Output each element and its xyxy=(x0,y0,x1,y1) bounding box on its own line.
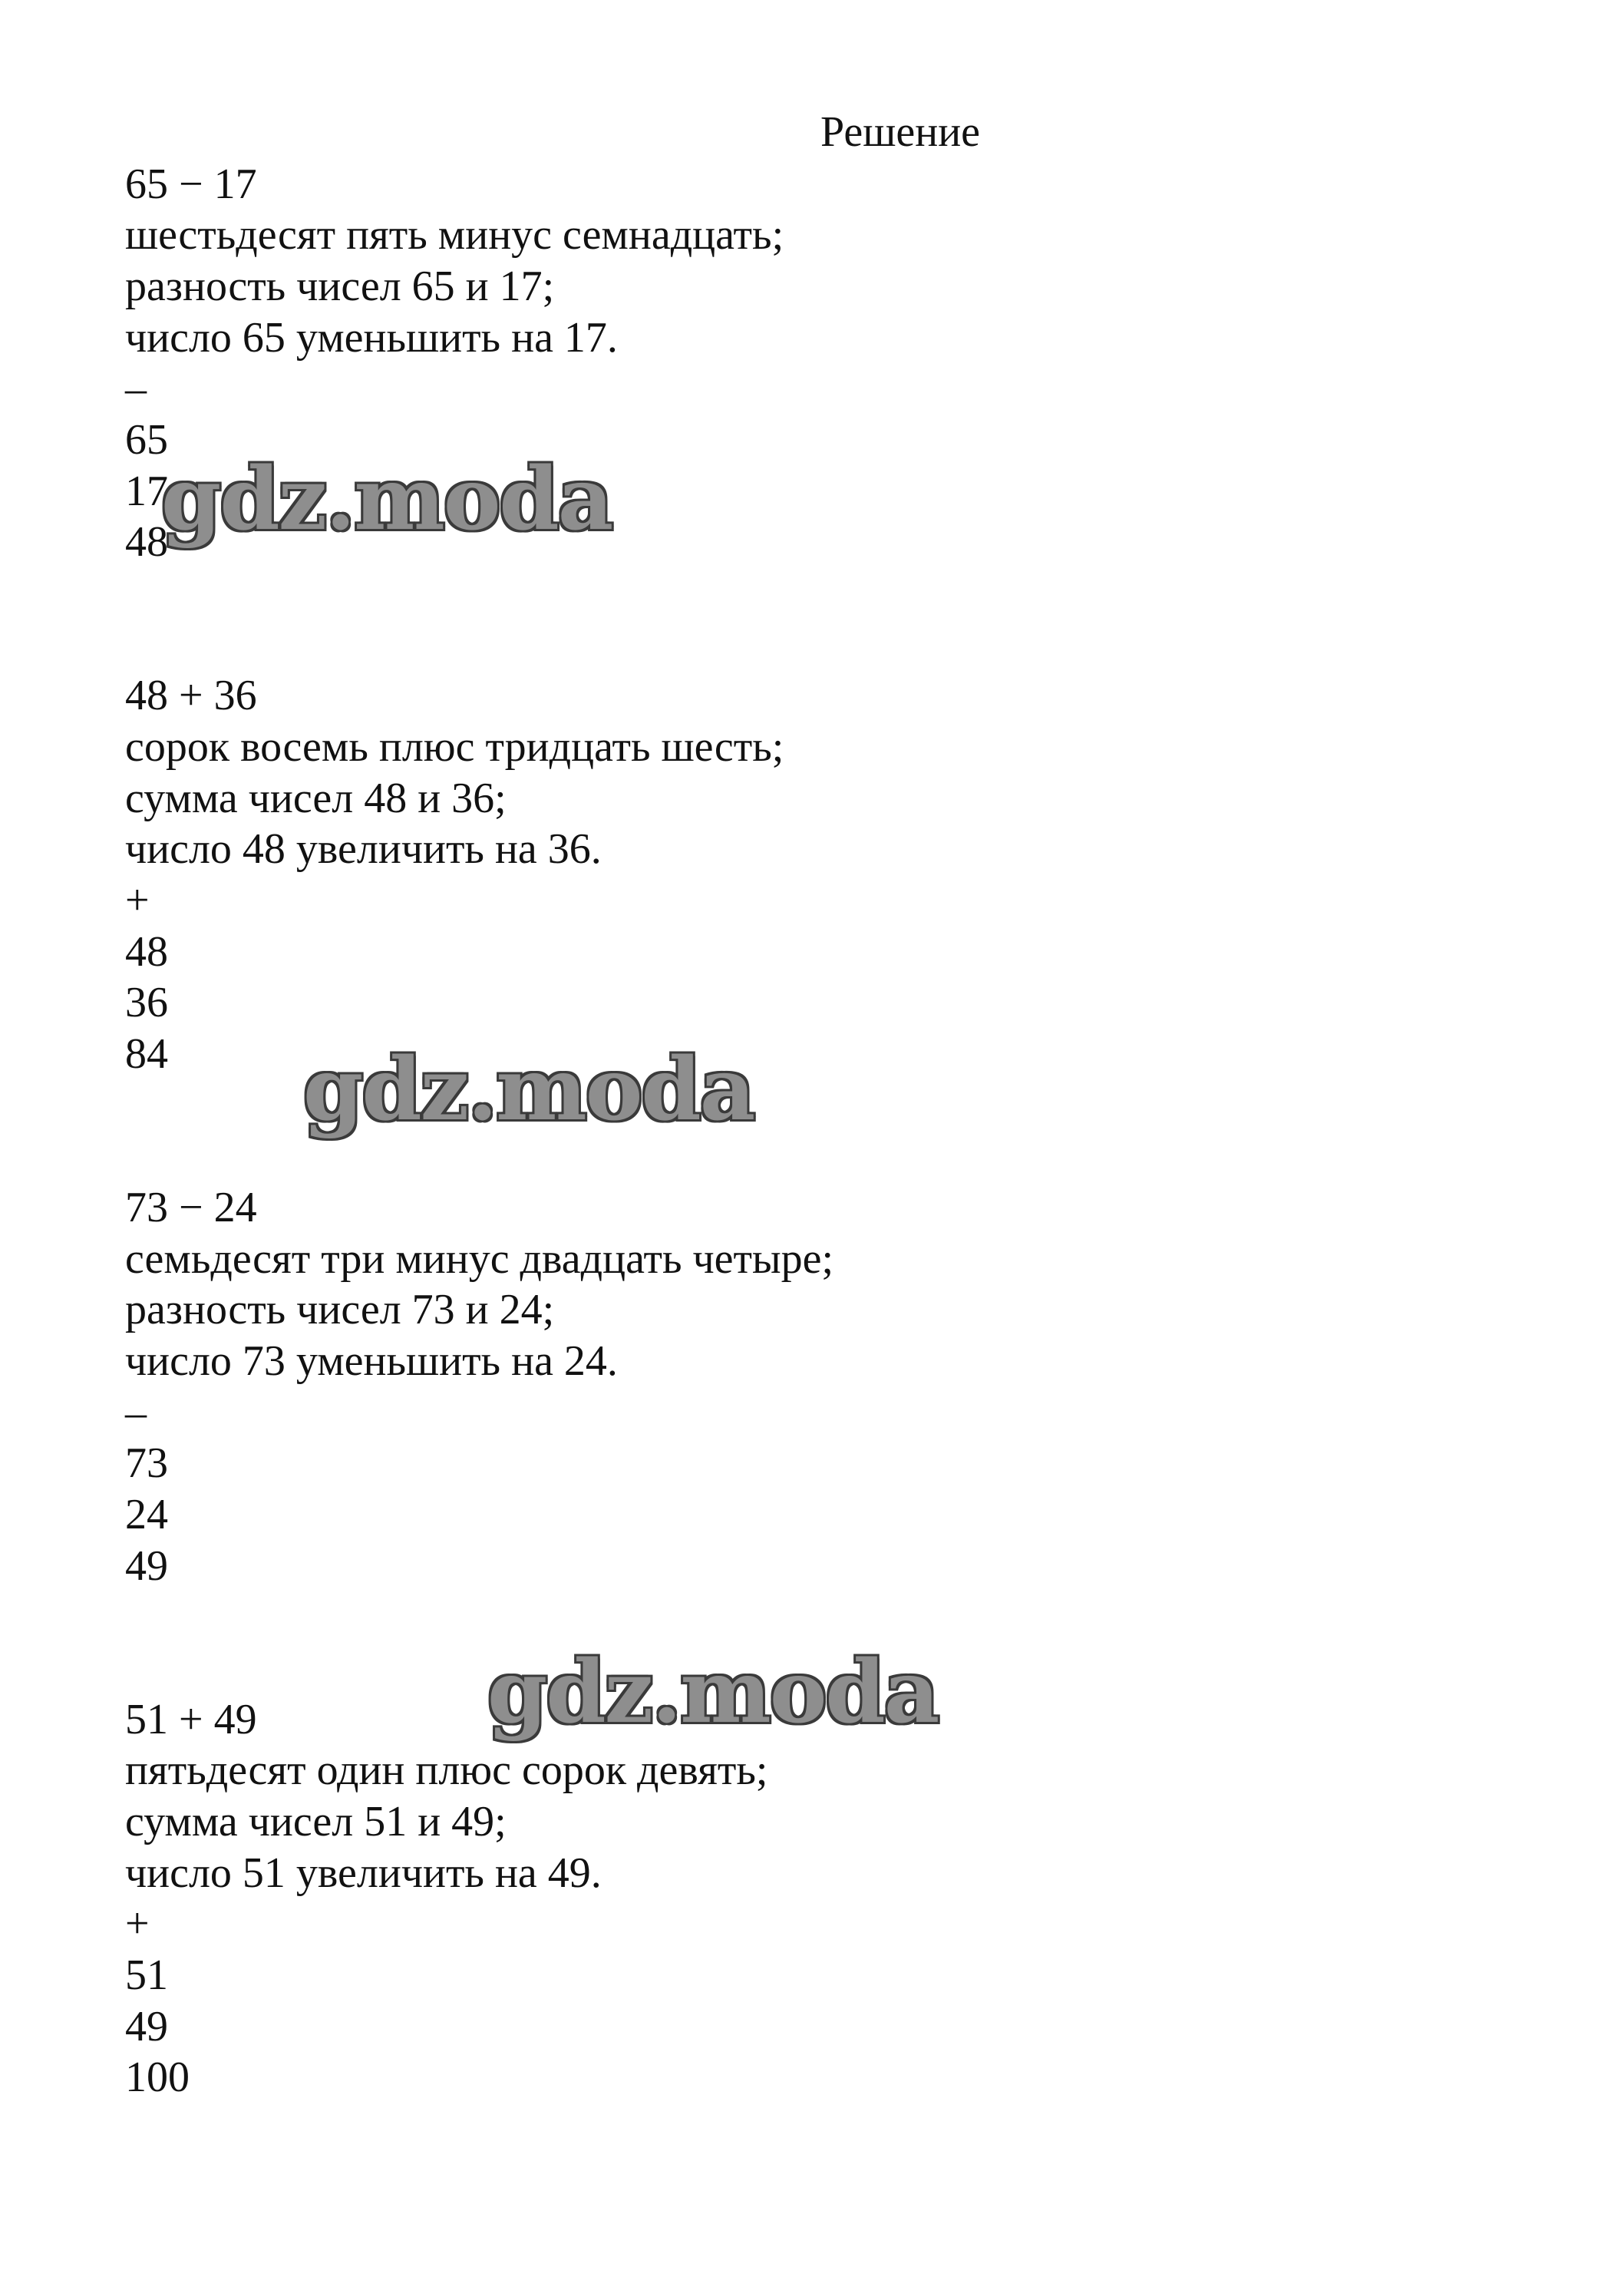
operand: 17 xyxy=(125,468,168,515)
text-line: число 65 уменьшить на 17. xyxy=(125,314,618,362)
watermark: gdz.moda xyxy=(303,1039,754,1140)
operand: 65 xyxy=(125,416,168,464)
text-line: шестьдесят пять минус семнадцать; xyxy=(125,211,784,259)
expression: 73 − 24 xyxy=(125,1184,257,1231)
operand: 73 xyxy=(125,1439,168,1487)
text-line: сумма чисел 51 и 49; xyxy=(125,1798,507,1845)
text-line: разность чисел 65 и 17; xyxy=(125,263,555,310)
text-line: пятьдесят один плюс сорок девять; xyxy=(125,1746,768,1794)
result: 48 xyxy=(125,518,168,566)
expression: 48 + 36 xyxy=(125,672,257,719)
operand: 51 xyxy=(125,1951,168,1999)
watermark: gdz.moda xyxy=(487,1642,939,1743)
operation-sign: + xyxy=(125,1900,150,1948)
text-line: число 51 увеличить на 49. xyxy=(125,1849,602,1897)
text-line: сорок восемь плюс тридцать шесть; xyxy=(125,723,784,771)
expression: 51 + 49 xyxy=(125,1696,257,1743)
operand: 24 xyxy=(125,1491,168,1538)
text-line: семьдесят три минус двадцать четыре; xyxy=(125,1235,834,1283)
result: 49 xyxy=(125,1542,168,1590)
result: 100 xyxy=(125,2054,190,2101)
operand: 48 xyxy=(125,928,168,976)
text-line: разность чисел 73 и 24; xyxy=(125,1286,555,1333)
expression: 65 − 17 xyxy=(125,160,257,208)
operand: 36 xyxy=(125,979,168,1026)
page-title: Решение xyxy=(820,108,981,156)
operation-sign: – xyxy=(125,1389,147,1436)
operand: 49 xyxy=(125,2003,168,2050)
operation-sign: – xyxy=(125,365,147,412)
watermark: gdz.moda xyxy=(161,449,612,550)
operation-sign: + xyxy=(125,877,150,924)
text-line: число 48 увеличить на 36. xyxy=(125,825,602,873)
result: 84 xyxy=(125,1030,168,1078)
text-line: сумма чисел 48 и 36; xyxy=(125,775,507,822)
text-line: число 73 уменьшить на 24. xyxy=(125,1337,618,1385)
